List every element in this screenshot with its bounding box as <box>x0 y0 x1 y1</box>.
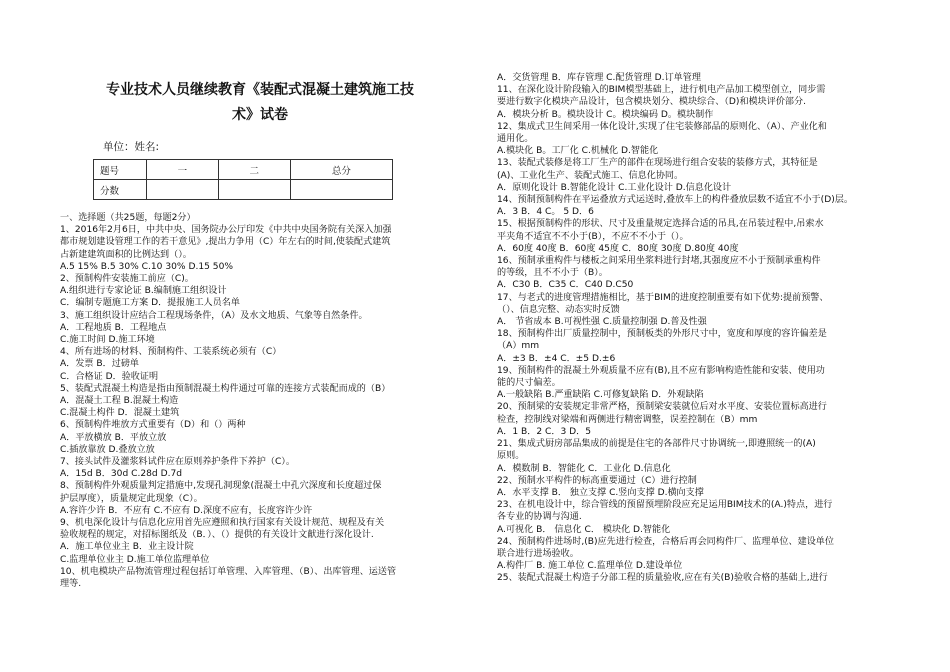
unit-name-label: 单位：姓名: <box>103 141 160 153</box>
text-line: 22、预制水平构件的标高重要通过（C）进行控制 <box>497 475 697 486</box>
text-line: A．±3 B．±4 C．±5 D.±6 <box>497 353 616 364</box>
text-line: 一、选择题（共25题，每题2分） <box>60 213 196 223</box>
text-line: 23、在机电设计中，综合管线的预留预埋阶段应充足运用BIM技术的(A.)特点，进行 <box>497 500 833 511</box>
text-line: 20、预制梁的安装规定非常严格，预制梁安装就位后对水平度、安装位置标高进行 <box>497 402 827 413</box>
text-line: A．工程地质 B．工程地点 <box>60 322 167 333</box>
text-line: 的等级，且不不小于（B）。 <box>497 268 608 279</box>
text-line: A.5 15% B.5 30% C.10 30% D.15 50% <box>60 261 234 272</box>
score-header-cell: 一 <box>147 160 219 180</box>
text-line: 占新建建筑面积的比例达到（）。 <box>60 249 192 260</box>
text-line: 8、预制构件外观质量判定措施中,发现孔洞现象(混凝土中孔穴深度和长度超过保 <box>60 481 382 492</box>
text-line: A．模数制 B．智能化 C．工业化 D.信息化 <box>497 463 671 474</box>
text-line: C.施工时间 D.施工环境 <box>60 335 155 346</box>
score-cell[interactable] <box>218 180 290 200</box>
score-table-score-row <box>94 180 393 200</box>
text-line: 19、预制构件的混凝土外观质量不应有(B),且不应有影响构造性能和安装、使用功 <box>497 365 825 376</box>
score-header-cell: 总分 <box>290 160 392 180</box>
text-line: A.构件厂 B. 施工单位 C.监理单位 D.建设单位 <box>497 561 683 572</box>
text-line: 14、预制预制构件在平运叠放方式运送时,叠放车上的构件叠放层数不适宜不小于(D)层。 <box>497 195 853 206</box>
text-line: 各专业的协调与沟通. <box>497 512 582 523</box>
score-header-cell: 二 <box>218 160 290 180</box>
text-line: A．1 B．2 C．3 D．5 <box>497 426 592 437</box>
score-header-cell: 题号 <box>94 160 147 180</box>
text-line: 4、所有进场的材料、预制构件、工装系统必须有（C） <box>60 347 282 358</box>
text-line: A．模块分析 B。模块设计 C。模块编码 D。模块制作 <box>497 109 714 120</box>
text-line: 13、装配式装修是将工厂生产的部件在现场进行组合安装的装修方式，其特征是 <box>497 158 818 169</box>
text-line: 15、根据预制构件的形状、尺寸及重量规定选择合适的吊具,在吊装过程中,吊索水 <box>497 219 824 230</box>
text-line: A．交货管理 B．库存管理 C.配货管理 D.订单管理 <box>497 73 701 83</box>
text-line: 护层厚度），质量规定此现象（C）。 <box>60 493 203 504</box>
text-line: A.一般缺陷 B.严重缺陷 C.可修复缺陷 D．外观缺陷 <box>497 390 704 401</box>
text-line: A.模块化 B。工厂化 C.机械化 D.智能化 <box>497 146 659 157</box>
text-line: A.可视化 B． 信息化 C． 模块化 D.智能化 <box>497 524 671 535</box>
text-line: A．发票 B．过磅单 <box>60 359 140 370</box>
right-column-questions <box>497 72 897 585</box>
text-line: A.容许少许 B．不应有 C.不应有 D.深度不应有，长度容许少许 <box>60 505 313 516</box>
text-line: A．3 B．4 C。 5 D．6 <box>497 207 594 218</box>
text-line: C．合格证 D．验收证明 <box>60 371 159 382</box>
text-line: 7、接头试件及灌浆料试件应在原则养护条件下养护（C）。 <box>60 457 295 468</box>
text-line: A．施工单位业主 B．业主设计院 <box>60 542 194 553</box>
text-line: 9、机电深化设计与信息化应用首先应遵照和执行国家有关设计规范、规程及有关 <box>60 518 385 529</box>
text-line: 原则。 <box>497 451 525 462</box>
left-column-questions <box>60 212 460 590</box>
score-table-header-row <box>94 160 393 180</box>
text-line: 16、预制承重构件与楼板之间采用坐浆料进行封堵,其强度应不小于预制承重构件 <box>497 256 821 267</box>
text-line: A．原则化设计 B.智能化设计 C.工业化设计 D.信息化设计 <box>497 182 732 193</box>
text-line: 25、装配式混凝土构造子分部工程的质量验收,应在有关(B)验收合格的基础上,进行 <box>497 573 828 584</box>
text-line: 要进行数字化模块产品设计，包含模块划分、模块综合、（D)和模块评价部分. <box>497 97 806 108</box>
text-line: 平夹角不适宜不不小于(B），不应不不小于（）。 <box>497 231 689 242</box>
text-line: 12、集成式卫生间采用一体化设计,实现了住宅装修部品的原则化、（A）、产业化和 <box>497 121 827 132</box>
exam-title-line1: 专业技术人员继续教育《装配式混凝土建筑施工技 <box>106 82 414 98</box>
score-table <box>93 159 393 200</box>
text-line: （）、信息完整、动态实时反馈 <box>497 304 620 315</box>
text-line: 3、施工组织设计应结合工程现场条件，（A）及水文地质、气象等自然条件。 <box>60 310 368 321</box>
text-line: 10、机电模块产品物流管理过程包括订单管理、入库管理、（B）、出库管理、运送管 <box>60 566 397 577</box>
text-line: A．15d B．30d C.28d D.7d <box>60 469 183 480</box>
exam-title <box>60 78 460 128</box>
text-line: A．60度 40度 B．60度 45度 C．80度 30度 D.80度 40度 <box>497 243 739 254</box>
exam-title-line2: 术》试卷 <box>232 107 288 123</box>
text-line: C.混凝土构件 D．混凝土建筑 <box>60 408 180 419</box>
text-line: (A)、工业化生产、装配式施工、信息化协同。 <box>497 170 684 181</box>
text-line: 能的尺寸偏差。 <box>497 378 561 389</box>
text-line: 2、预制构件安装施工前应（C)。 <box>60 274 194 285</box>
text-line: 17、与老式的进度管理措施相比，基于BIM的进度控制重要有如下优势:提前预警、 <box>497 292 829 303</box>
score-cell[interactable] <box>147 180 219 200</box>
text-line: A．混凝土工程 B.混凝土构造 <box>60 396 179 407</box>
text-line: （A）mm <box>497 341 540 352</box>
text-line: 理等. <box>60 579 82 590</box>
text-line: C.监理单位业主 D.施工单位监理单位 <box>60 554 210 565</box>
text-line: A．水平支撑 B． 独立支撑 C.竖向支撑 D.横向支撑 <box>497 487 704 498</box>
text-line: A． 节省成本 B.可视性强 C.质量控制强 D.普及性强 <box>497 317 707 328</box>
text-line: C.插放靠放 D.叠放立放 <box>60 444 155 455</box>
text-line: 验收规程的规定，对招标图纸及（B．）、（）提供的有关设计文献进行深化设计. <box>60 530 374 541</box>
text-line: 通用化。 <box>497 134 534 145</box>
text-line: 5、装配式混凝土构造是指由预制混凝土构件通过可靠的连接方式装配而成的（B） <box>60 383 391 394</box>
text-line: C．编制专题施工方案 D．提报施工人员名单 <box>60 298 240 309</box>
text-line: 21、集成式厨房部品集成的前提是住宅的各部件尺寸协调统一,即遵照统一的(A) <box>497 439 816 450</box>
text-line: A．C30 B．C35 C．C40 D.C50 <box>497 280 634 291</box>
score-cell[interactable] <box>290 180 392 200</box>
text-line: A．平放横放 B．平放立放 <box>60 432 167 443</box>
text-line: 6、预制构件堆放方式重要有（D）和（）两种 <box>60 420 246 431</box>
text-line: A.组织进行专家论证 B.编制施工组织设计 <box>60 286 227 297</box>
text-line: 1、2016年2月6日，中共中央、国务院办公厅印发《中共中央国务院有关深入加强 <box>60 225 392 236</box>
text-line: 检查，控制线对梁端和两侧进行精密调整，误差控制在（B）mm <box>497 414 758 425</box>
score-row-label: 分数 <box>94 180 147 200</box>
text-line: 18、预制构件出厂质量控制中，预制板类的外形尺寸中，宽度和厚度的容许偏差是 <box>497 329 827 340</box>
text-line: 11、在深化设计阶段输入的BIM模型基础上，进行机电产品加工模型创立，同步需 <box>497 85 826 96</box>
text-line: 24、预制构件进场时,(B)应先进行检查，合格后再会同构件厂、监理单位、建设单位 <box>497 536 834 547</box>
text-line: 联合进行进场验收。 <box>497 548 579 559</box>
text-line: 都市规划建设管理工作的若干意见》,提出力争用（C）年左右的时间,使装配式建筑 <box>60 237 391 248</box>
